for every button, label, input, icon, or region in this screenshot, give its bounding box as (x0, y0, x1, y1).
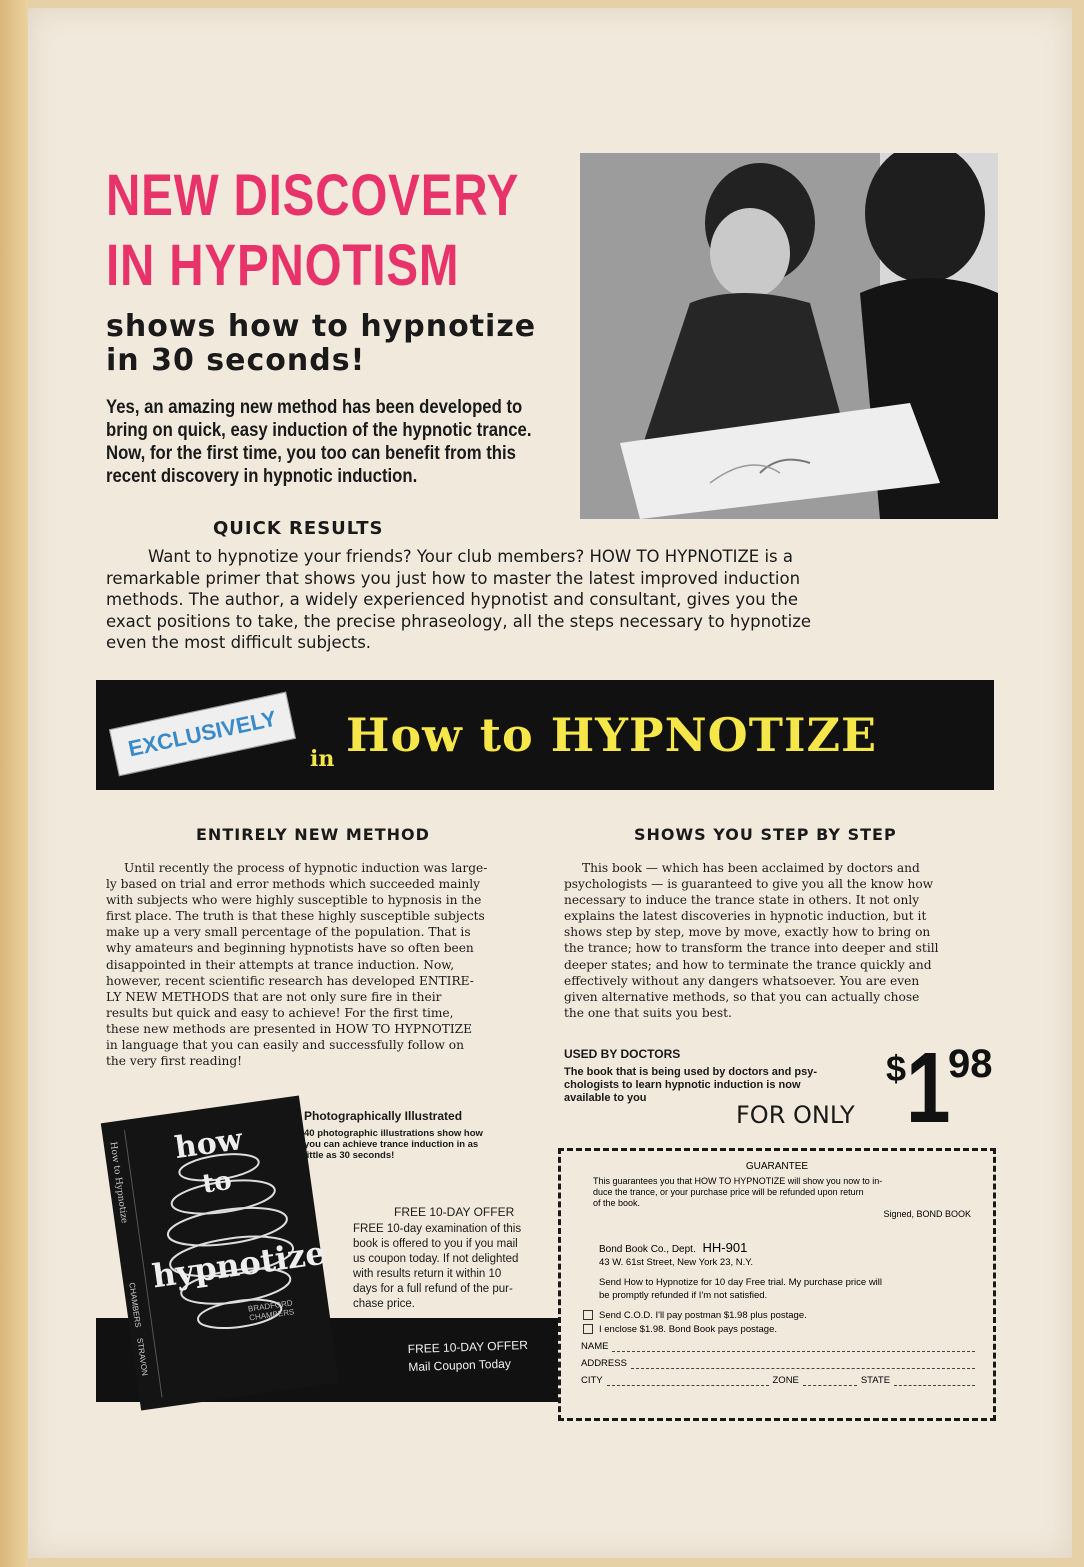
subheadline-line2: in 30 seconds! (106, 343, 366, 378)
page-spine (0, 0, 28, 1567)
intro-line: Yes, an amazing new method has been developed to (106, 397, 523, 418)
intro-paragraph (106, 396, 568, 488)
right-line: effectively without any dangers whatsoever. You are even (564, 973, 920, 988)
subheadline-line1: shows how to hypnotize (106, 309, 537, 344)
subheadline (106, 310, 536, 378)
coupon-company-line (561, 1228, 993, 1255)
free-offer-line: days for a full refund of the pur- (353, 1283, 513, 1295)
right-line: necessary to induce the trance state in others. It not only (564, 893, 920, 908)
address-field[interactable] (631, 1358, 975, 1369)
photo-line: you can achieve trance induction in as (304, 1139, 479, 1150)
book-title-line2: to (200, 1165, 234, 1200)
entirely-new-method-heading: ENTIRELY NEW METHOD (196, 825, 430, 844)
coupon-send-line: Send How to Hypnotize for 10 day Free trial. My purchase price will (599, 1277, 883, 1288)
coupon-dept: HH-901 (702, 1240, 748, 1255)
free-offer-line: FREE 10-day examination of this (353, 1223, 522, 1235)
photo-illustrated-heading: Photographically Illustrated (304, 1109, 463, 1123)
used-by-doctors-text (564, 1066, 884, 1105)
guarantee-box (558, 1148, 996, 1234)
right-line: deeper states; and how to terminate the trance quickly and (564, 957, 932, 972)
city-label: CITY (581, 1375, 603, 1386)
book-spine-author: CHAMBERS (127, 1282, 143, 1329)
headline-line1: NEW DISCOVERY (106, 163, 520, 228)
left-line: in language that you can easily and successfully follow on (106, 1038, 464, 1053)
used-by-doctors-heading: USED BY DOCTORS (564, 1047, 681, 1061)
guarantee-signed: Signed, BOND BOOK (883, 1209, 971, 1219)
guarantee-line: of the book. (593, 1198, 641, 1208)
photo-line: little as 30 seconds! (304, 1150, 395, 1161)
mail-strip-line2: Mail Coupon Today (408, 1356, 512, 1375)
free-offer-line: us coupon today. If not delighted (353, 1253, 519, 1265)
right-line: the one that suits you best. (564, 1005, 732, 1020)
free-offer-text (353, 1222, 553, 1312)
left-column-text (106, 860, 542, 1069)
intro-line: Now, for the first time, you too can benefit from this (106, 443, 516, 464)
doctors-line: The book that is being used by doctors and psy- (564, 1066, 818, 1078)
city-field[interactable] (607, 1375, 769, 1386)
guarantee-line: duce the trance, or your purchase price will be refunded upon return (593, 1187, 864, 1197)
book-spine-title: How to Hypnotize (107, 1141, 129, 1224)
left-line: however, recent scientific research has developed ENTIRE- (106, 973, 474, 988)
exclusively-tag: EXCLUSIVELY (109, 692, 296, 777)
for-only-label: FOR ONLY (736, 1101, 855, 1129)
left-line: ly based on trial and error methods which succeeded mainly (106, 877, 481, 892)
mail-strip-text (407, 1336, 528, 1376)
coupon-send-line: be promptly refunded if I'm not satisfied. (599, 1290, 768, 1301)
guarantee-line: This guarantees you that HOW TO HYPNOTIZE will show you now to in- (593, 1176, 883, 1186)
coupon-city-row (561, 1369, 993, 1386)
left-line: why amateurs and beginning hypnotists have so often been (106, 941, 474, 956)
price-dollar: $ (886, 1048, 907, 1089)
right-line: This book — which has been acclaimed by doctors and (582, 861, 920, 875)
coupon-company: Bond Book Co., Dept. (599, 1244, 696, 1255)
doctors-line: available to you (564, 1092, 647, 1104)
quick-results-heading: QUICK RESULTS (213, 518, 384, 539)
quick-results-line: Want to hypnotize your friends? Your club members? HOW TO HYPNOTIZE is a (148, 547, 794, 566)
right-column-text (564, 860, 998, 1021)
enclose-checkbox[interactable] (583, 1324, 593, 1334)
left-line: LY NEW METHODS that are not only sure fire in their (106, 989, 442, 1004)
headline (106, 163, 520, 298)
right-line: explains the latest discoveries in hypnotic induction, but it (564, 909, 927, 924)
guarantee-heading: GUARANTEE (745, 1161, 809, 1172)
quick-results-line: even the most difficult subjects. (106, 633, 372, 652)
left-line: the very first reading! (106, 1054, 243, 1069)
book-author: BRADFORD CHAMBERS (247, 1298, 295, 1323)
mail-strip-line1: FREE 10-DAY OFFER (407, 1337, 529, 1357)
step-by-step-heading: SHOWS YOU STEP BY STEP (634, 825, 897, 844)
photo-figures (580, 153, 998, 519)
headline-line2: IN HYPNOTISM (106, 233, 460, 298)
banner-title: How to HYPNOTIZE (346, 708, 878, 762)
intro-line: recent discovery in hypnotic induction. (106, 466, 418, 487)
coupon-address: 43 W. 61st Street, New York 23, N.Y. (599, 1257, 754, 1268)
name-label: NAME (581, 1341, 609, 1352)
hypnosis-photo (580, 153, 998, 519)
guarantee-text (561, 1172, 993, 1220)
banner-in: in (310, 746, 335, 772)
free-offer-line: book is offered to you if you mail (353, 1238, 518, 1250)
name-field[interactable] (612, 1341, 975, 1352)
right-line: the trance; how to transform the trance into deeper and still (564, 941, 939, 956)
zone-label: ZONE (772, 1375, 799, 1386)
left-line: with subjects who were highly susceptible to hypnosis in the (106, 893, 482, 908)
enclose-label: I enclose $1.98. Bond Book pays postage. (599, 1324, 777, 1335)
ad-page (28, 8, 1072, 1558)
coupon-option-cod[interactable] (561, 1302, 993, 1321)
intro-line: bring on quick, easy induction of the hypnotic trance. (106, 420, 532, 441)
left-line: results but quick and easy to achieve! For the first time, (106, 1005, 454, 1020)
right-line: psychologists — is guaranteed to give you all the know how (564, 877, 934, 892)
free-offer-line: with results return it within 10 (353, 1268, 502, 1280)
left-line: disappointed in their attempts at trance induction. Now, (106, 957, 455, 972)
right-line: given alternative methods, so that you can actually chose (564, 989, 920, 1004)
state-label: STATE (860, 1375, 891, 1386)
quick-results-line: methods. The author, a widely experienced hypnotist and consultant, gives you the (106, 590, 799, 609)
address-label: ADDRESS (581, 1358, 627, 1369)
quick-results-paragraph (106, 546, 996, 654)
left-line: first place. The truth is that these highly susceptible subjects (106, 909, 485, 924)
left-line: these new methods are presented in HOW TO HYPNOTIZE (106, 1021, 473, 1036)
cod-checkbox[interactable] (583, 1310, 593, 1320)
coupon-address-row (561, 1352, 993, 1369)
cod-label: Send C.O.D. I'll pay postman $1.98 plus postage. (599, 1310, 807, 1321)
quick-results-line: exact positions to take, the precise phraseology, all the steps necessary to hypnotize (106, 611, 812, 631)
right-line: shows step by step, move by move, exactly how to bring on (564, 925, 931, 940)
photo-illustrated-text (304, 1128, 483, 1161)
price-whole: 1 (906, 1032, 951, 1144)
coupon-name-row (561, 1335, 993, 1352)
coupon-send-text (561, 1268, 993, 1302)
book-title-line1: how (172, 1121, 245, 1167)
free-offer-line: chase price. (353, 1298, 416, 1310)
quick-results-line: remarkable primer that shows you just how to master the latest improved induction (106, 568, 801, 588)
left-line: Until recently the process of hypnotic induction was large- (124, 861, 488, 875)
zone-field[interactable] (803, 1375, 857, 1386)
doctors-line: chologists to learn hypnotic induction is now (564, 1079, 801, 1091)
book-title-line3: hypnotize (149, 1233, 328, 1296)
state-field[interactable] (894, 1375, 975, 1386)
photo-line: 40 photographic illustrations show how (304, 1128, 483, 1139)
price-cents: 98 (948, 1042, 993, 1086)
order-coupon (558, 1228, 996, 1421)
coupon-option-enclose[interactable] (561, 1321, 993, 1335)
free-offer-heading: FREE 10-DAY OFFER (394, 1205, 515, 1219)
book-spine-publisher: STRAVON (135, 1336, 150, 1376)
left-line: make up a very small percentage of the population. That is (106, 925, 471, 940)
